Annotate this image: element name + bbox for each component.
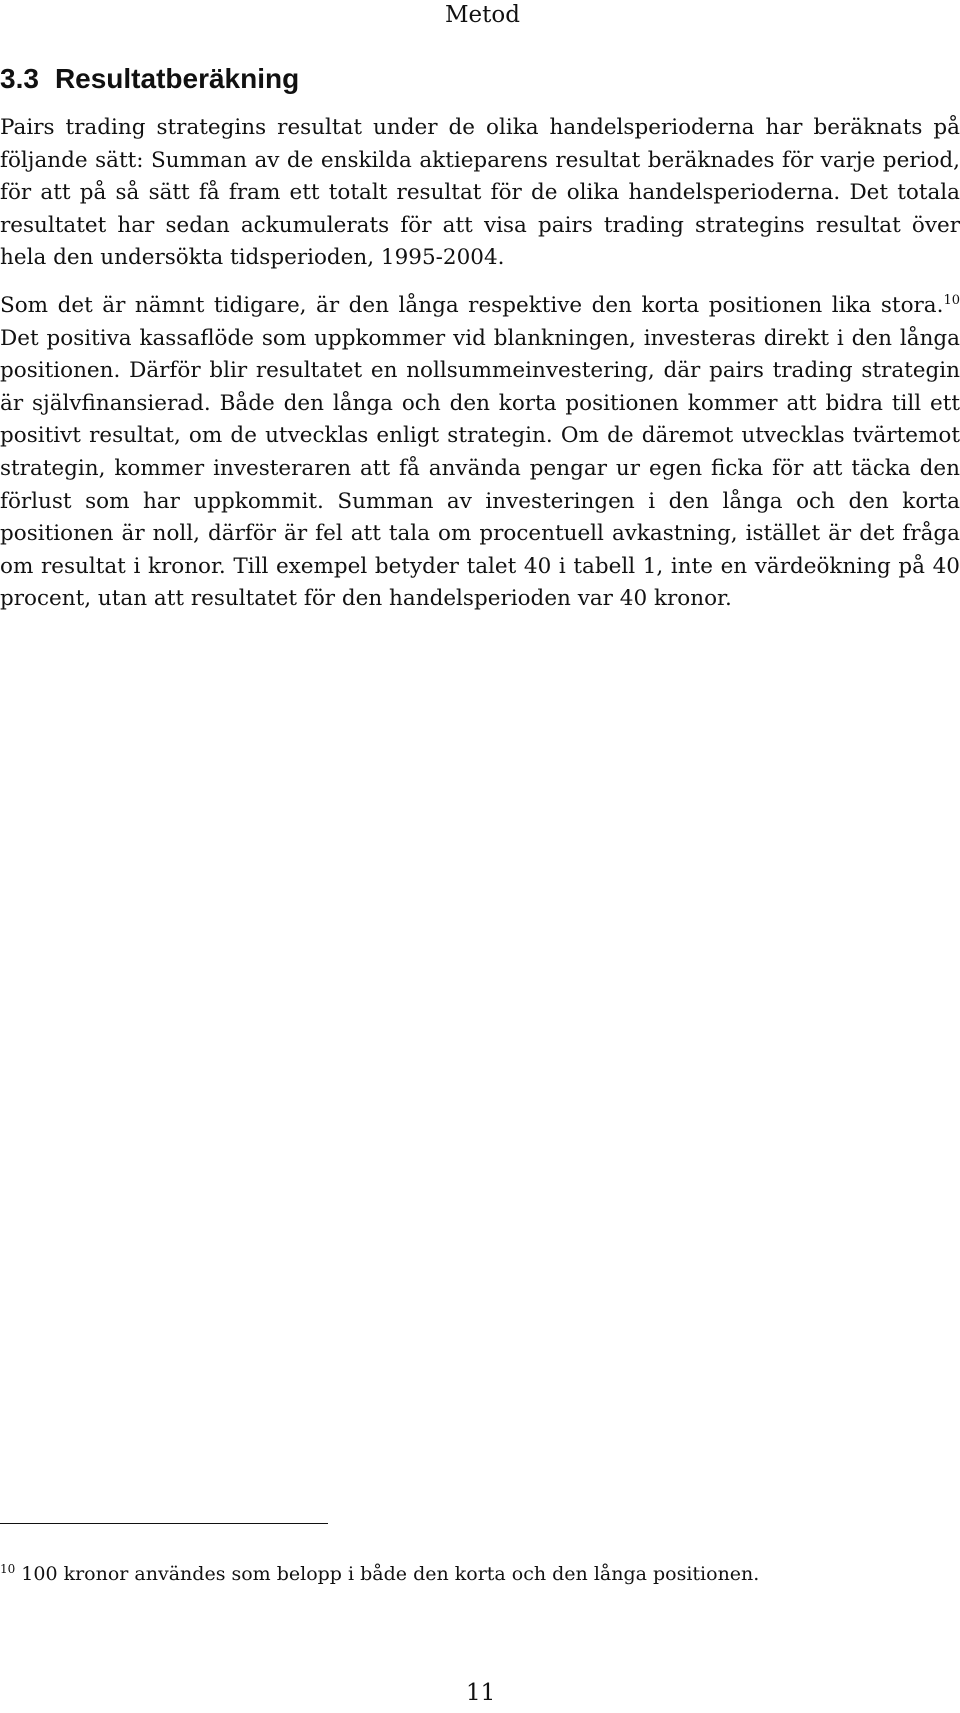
footnote bbox=[0, 1560, 759, 1588]
footnote-reference[interactable]: 10 bbox=[943, 292, 960, 308]
paragraph-method: Pairs trading strategins resultat under de olika handelsperioderna har beräknats på följande sätt: Summan av de enskilda aktieparens resultat beräknades för varje period, för att på så sätt få fram ett totalt resultat för de olika handelsperioderna. Det totala resultatet har sedan ackumulerats för att visa pairs trading strategins resultat över hela den undersökta tidsperioden, 1995-2004. bbox=[0, 115, 960, 271]
section-heading bbox=[0, 62, 299, 96]
footnote-divider bbox=[0, 1523, 328, 1524]
section-title: Resultatberäkning bbox=[54, 63, 300, 94]
paragraph-text: Det positiva kassaflöde som uppkommer vid blankningen, investeras direkt i den långa positionen. Därför blir resultatet en nollsummeinvestering, där pairs trading strategin är självfinansierad. Både den långa och den korta positionen kommer att bidra till ett positivt resultat, om de utvecklas enligt strategin. Om de däremot utvecklas tvärtemot strategin, kommer investeraren att få använda pengar ur egen ficka för att täcka den förlust som har uppkommit. Summan av investeringen i den långa och den korta positionen är noll, därför är fel att tala om procentuell avkastning, istället är det fråga om resultat i kronor. Till exempel betyder talet 40 i tabell 1, inte en värdeökning på 40 procent, utan att resultatet för den handelsperioden var 40 kronor. bbox=[0, 325, 960, 612]
footnote-mark: 10 bbox=[0, 1561, 16, 1576]
page-number: 11 bbox=[466, 1680, 496, 1706]
running-header: Metod bbox=[445, 2, 520, 28]
paragraph-zero-sum bbox=[0, 290, 960, 616]
paragraph-text: Som det är nämnt tidigare, är den långa respektive den korta positionen lika stora. bbox=[0, 292, 944, 318]
footnote-text: 100 kronor användes som belopp i både den korta och den långa positionen. bbox=[21, 1563, 760, 1585]
body-text bbox=[0, 112, 960, 631]
section-number: 3.3 bbox=[0, 63, 39, 94]
